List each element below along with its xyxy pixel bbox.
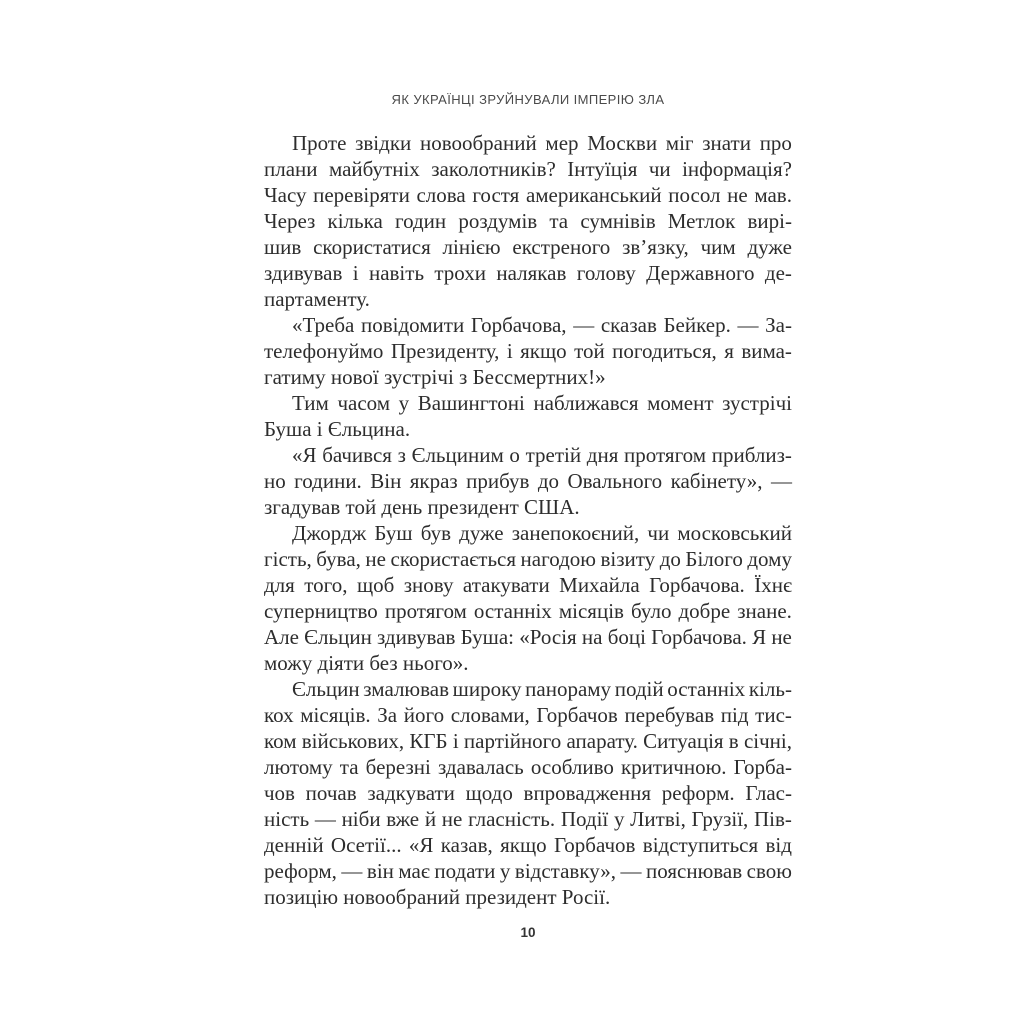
paragraph: [264, 442, 792, 520]
text-line: лютому та березні здавалась особливо критичною. Горба-: [264, 755, 792, 779]
text-line: реформ, — він має подати у відставку», — пояснював свою: [264, 859, 792, 883]
text-line: кох місяців. За його словами, Горбачов перебував під тис-: [264, 703, 792, 727]
text-line: суперництво протягом останніх місяців було добре знане.: [264, 599, 792, 623]
text-line: Буша і Єльцина.: [264, 417, 411, 441]
text-line: Єльцин змалював широку панораму подій останніх кіль-: [292, 677, 792, 701]
text-line: но години. Він якраз прибув до Овального кабінету», —: [264, 469, 792, 493]
text-line: Тим часом у Вашингтоні наближався момент зустрічі: [292, 391, 792, 415]
paragraph: [264, 676, 792, 910]
text-line: денній Осетії... «Я казав, якщо Горбачов відступиться від: [264, 833, 792, 857]
text-line: здивував і навіть трохи налякав голову Державного де-: [264, 261, 792, 285]
paragraph: [264, 312, 792, 390]
paragraph: [264, 390, 792, 442]
text-line: шив скористатися лінією екстреного зв’язку, чим дуже: [264, 235, 792, 259]
text-line: Проте звідки новообраний мер Москви міг знати про: [292, 131, 792, 155]
text-line: гатиму нової зустрічі з Бессмертних!»: [264, 365, 606, 389]
text-line: «Я бачився з Єльциним о третій дня протягом приблиз-: [292, 443, 792, 467]
text-line: «Треба повідомити Горбачова, — сказав Бейкер. — За-: [292, 313, 792, 337]
text-line: можу діяти без нього».: [264, 651, 469, 675]
text-line: Через кілька годин роздумів та сумнівів Метлок вирі-: [264, 209, 792, 233]
text-line: згадував той день президент США.: [264, 495, 580, 519]
text-line: ком військових, КГБ і партійного апарату. Ситуація в січні,: [264, 729, 792, 753]
text-line: Але Єльцин здивував Буша: «Росія на боці Горбачова. Я не: [264, 625, 792, 649]
text-line: гість, бува, не скористається нагодою візиту до Білого дому: [264, 547, 792, 571]
paragraph: [264, 130, 792, 312]
page-number: 10: [520, 925, 536, 940]
text-line: позицію новообраний президент Росії.: [264, 885, 611, 909]
text-line: партаменту.: [264, 287, 370, 311]
text-line: Джордж Буш був дуже занепокоєний, чи московський: [292, 521, 792, 545]
text-line: Часу перевіряти слова гостя американський посол не мав.: [264, 183, 792, 207]
text-line: ність — ніби вже й не гласність. Події у Литві, Грузії, Пів-: [264, 807, 792, 831]
paragraph: [264, 520, 792, 676]
body-text: [264, 130, 792, 910]
text-line: плани майбутніх заколотників? Інтуїція чи інформація?: [264, 157, 792, 181]
running-header: ЯК УКРАЇНЦІ ЗРУЙНУВАЛИ ІМПЕРІЮ ЗЛА: [391, 92, 665, 107]
text-line: чов почав задкувати щодо впровадження реформ. Глас-: [264, 781, 792, 805]
text-line: телефонуймо Президенту, і якщо той погодиться, я вима-: [264, 339, 792, 363]
text-line: для того, щоб знову атакувати Михайла Горбачова. Їхнє: [264, 573, 792, 597]
